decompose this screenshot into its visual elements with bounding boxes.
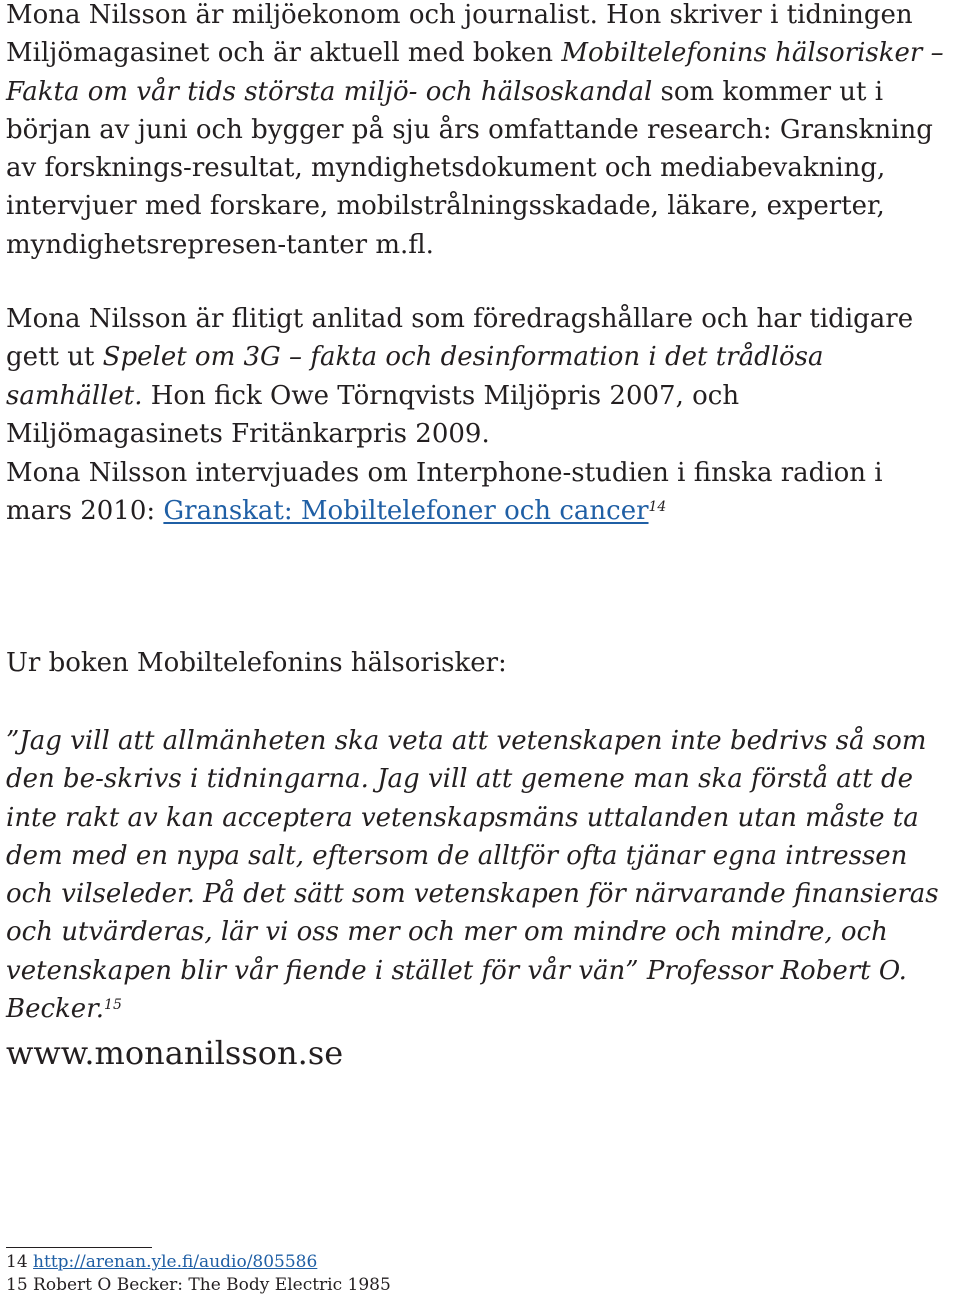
footnote-number: 14 — [6, 1252, 28, 1272]
book-quote — [6, 722, 956, 1028]
author-bio-paragraph — [6, 0, 956, 264]
website-url: www.monanilsson.se — [6, 1034, 344, 1072]
bio-tail-text: som kommer ut i början av juni och bygger på sju års omfattande research: Granskning av forsknings-resultat, myndighetsdokument och mediabevakning, intervjuer med forskare, mobilstrålningsskadade, läkare, experter, myndighetsrepresen-tanter m.fl. — [6, 76, 933, 260]
quote-text: ”Jag vill att allmänheten ska veta att vetenskapen inte bedrivs så som den be-skrivs i tidningarna. Jag vill att gemene man ska förstå att de inte rakt av kan acceptera vetenskapsmäns uttalanden utan måste ta dem med en nypa salt, eftersom de alltför ofta tjänar egna intressen och vilseleder. På det sätt som vetenskapen för närvarande finansieras och utvärderas, lär vi oss mer och mer om mindre och mindre, och vetenskapen blir vår fiende i stället för vår vän” Professor Robert O. Becker. — [6, 726, 939, 1025]
interview-link[interactable]: Granskat: Mobiltelefoner och cancer — [163, 496, 649, 527]
footnote-divider — [6, 1247, 152, 1248]
interview-lead-text: Mona Nilsson intervjuades om Interphone-studien i finska radion i mars 2010: — [6, 458, 883, 527]
footnote-ref-15[interactable]: 15 — [104, 997, 122, 1014]
bio-lead-text: Mona Nilsson är miljöekonom och journalist. Hon skriver i tidningen Miljömagasinet och är aktuell med boken — [6, 0, 913, 69]
footnote-link[interactable]: http://arenan.yle.fi/audio/805586 — [33, 1252, 318, 1272]
footnote-15 — [6, 1274, 391, 1297]
footnote-14 — [6, 1251, 391, 1274]
speaker-paragraph — [6, 300, 956, 453]
footnote-number: 15 — [6, 1275, 28, 1295]
speaker-lead-text: Mona Nilsson är flitigt anlitad som föredragshållare och har tidigare gett ut — [6, 304, 914, 373]
awards-text: Hon fick Owe Törnqvists Miljöpris 2007, och Miljömagasinets Fritänkarpris 2009. — [6, 380, 740, 449]
footnote-ref-14[interactable]: 14 — [648, 499, 667, 516]
footnotes — [6, 1251, 391, 1297]
previous-book-title: Spelet om 3G – fakta och desinformation i det trådlösa samhället. — [6, 342, 824, 411]
section-heading: Ur boken Mobiltelefonins hälsorisker: — [6, 648, 507, 678]
interview-paragraph — [6, 454, 956, 531]
footnote-text: Robert O Becker: The Body Electric 1985 — [33, 1275, 391, 1295]
book-title: Mobiltelefonins hälsorisker – Fakta om vår tids största miljö- och hälsoskandal — [6, 38, 944, 107]
